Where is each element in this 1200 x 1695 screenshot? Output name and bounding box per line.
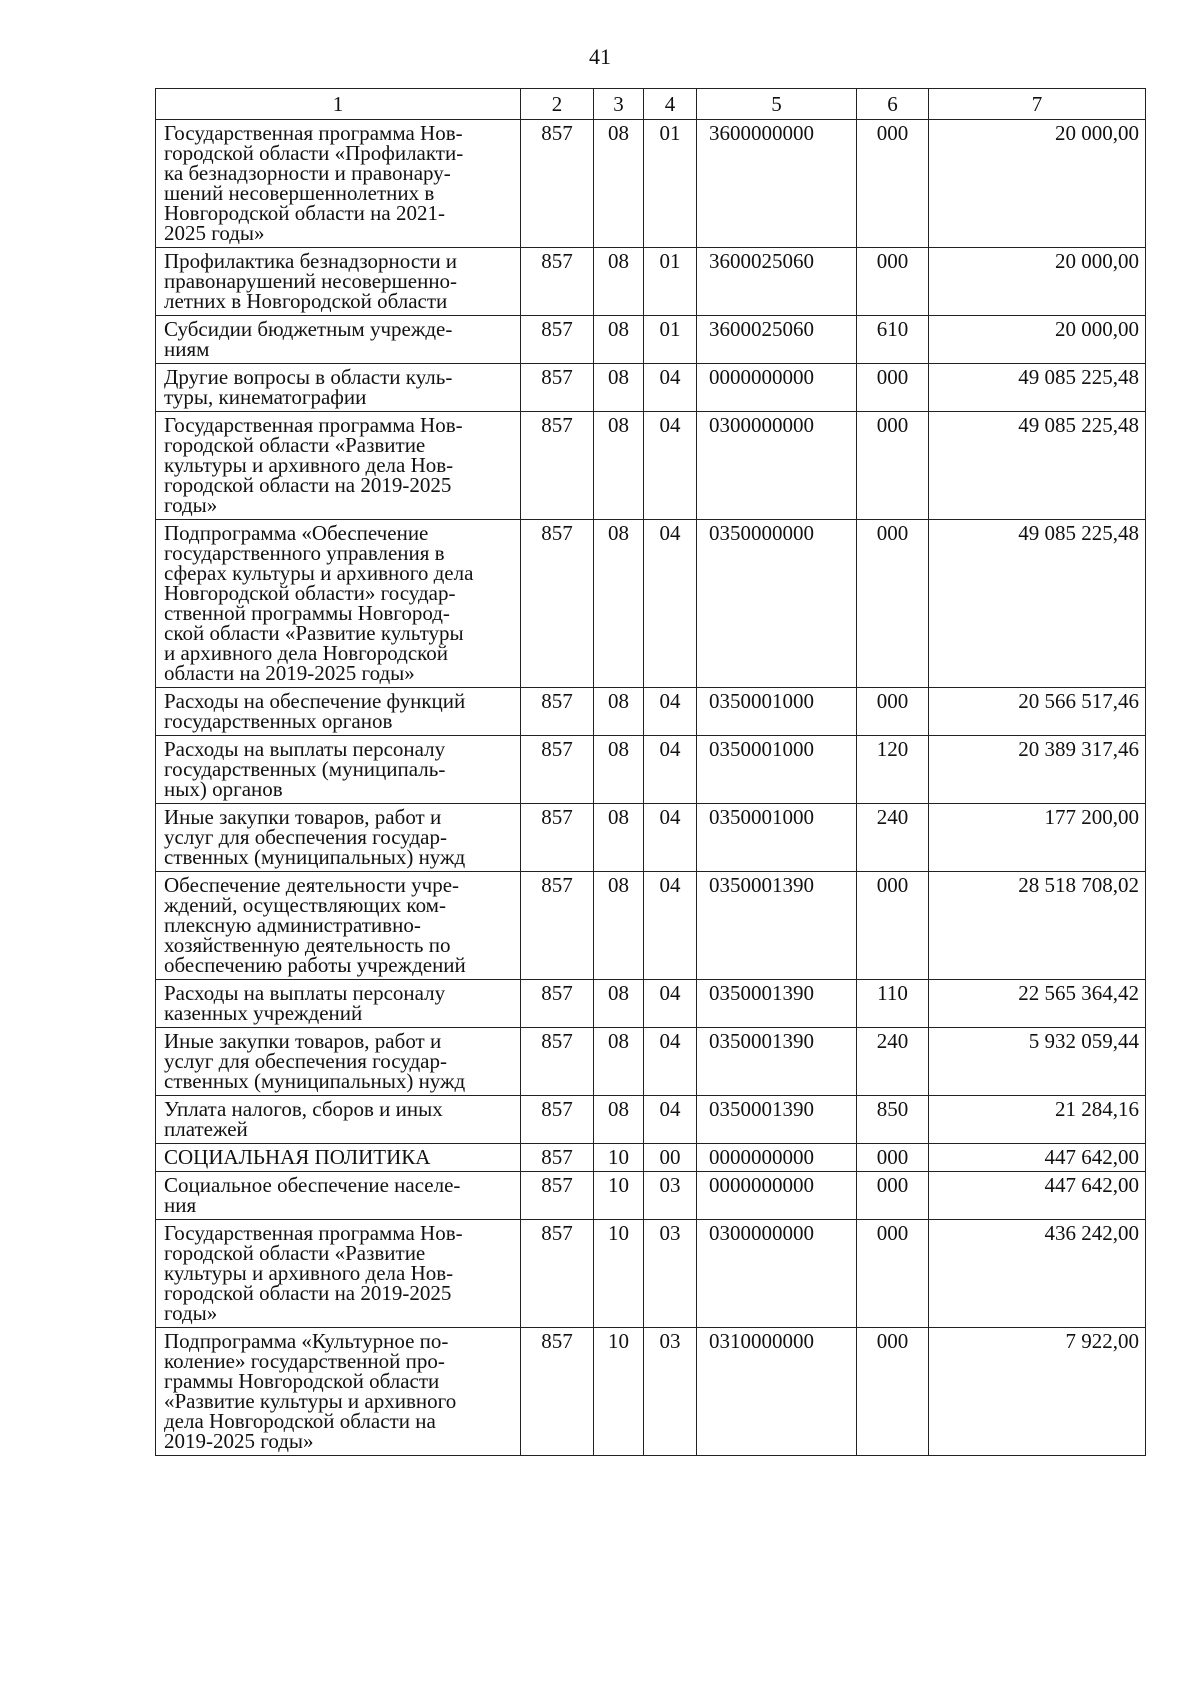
row-subsection-cell: 03: [644, 1172, 697, 1220]
header-cell: 4: [644, 89, 697, 120]
row-grbs-cell: 857: [521, 412, 594, 520]
row-name-cell: Подпрограмма «Культурное по- коление» государственной про- граммы Новгородской области «Развитие культуры и архивного дела Новгородской области на 2019-2025 годы»: [156, 1328, 521, 1456]
table-row: [156, 804, 1146, 872]
row-amount-cell: 20 000,00: [929, 120, 1146, 248]
row-amount-cell: 7 922,00: [929, 1328, 1146, 1456]
row-subsection-cell: 04: [644, 1028, 697, 1096]
row-grbs-cell: 857: [521, 1028, 594, 1096]
row-grbs-cell: 857: [521, 1220, 594, 1328]
row-grbs-cell: 857: [521, 804, 594, 872]
row-expense-type-cell: 000: [857, 1328, 929, 1456]
row-target-article-cell: 0350001000: [697, 804, 857, 872]
row-section-cell: 10: [594, 1328, 644, 1456]
row-subsection-cell: 04: [644, 872, 697, 980]
budget-table: [155, 88, 1146, 1456]
row-target-article-cell: 0350001000: [697, 736, 857, 804]
row-name-cell: Иные закупки товаров, работ и услуг для обеспечения государ- ственных (муниципальных) нужд: [156, 804, 521, 872]
row-grbs-cell: 857: [521, 1328, 594, 1456]
row-section-cell: 08: [594, 872, 644, 980]
row-expense-type-cell: 000: [857, 412, 929, 520]
row-name-cell: Расходы на выплаты персоналу казенных учреждений: [156, 980, 521, 1028]
row-expense-type-cell: 000: [857, 520, 929, 688]
row-expense-type-cell: 000: [857, 1220, 929, 1328]
row-grbs-cell: 857: [521, 1096, 594, 1144]
row-amount-cell: 49 085 225,48: [929, 412, 1146, 520]
row-section-cell: 08: [594, 120, 644, 248]
table-row: [156, 520, 1146, 688]
header-cell: 3: [594, 89, 644, 120]
row-name-cell: Расходы на обеспечение функций государственных органов: [156, 688, 521, 736]
row-target-article-cell: 0350001000: [697, 688, 857, 736]
row-section-cell: 08: [594, 804, 644, 872]
row-expense-type-cell: 240: [857, 1028, 929, 1096]
row-section-cell: 08: [594, 364, 644, 412]
row-subsection-cell: 00: [644, 1144, 697, 1172]
row-grbs-cell: 857: [521, 120, 594, 248]
page-number: 41: [589, 44, 611, 69]
header-cell: 7: [929, 89, 1146, 120]
row-grbs-cell: 857: [521, 872, 594, 980]
row-section-cell: 10: [594, 1220, 644, 1328]
row-subsection-cell: 04: [644, 520, 697, 688]
row-target-article-cell: 0350001390: [697, 1096, 857, 1144]
row-amount-cell: 447 642,00: [929, 1172, 1146, 1220]
row-grbs-cell: 857: [521, 520, 594, 688]
table-row: [156, 1328, 1146, 1456]
table-row: [156, 316, 1146, 364]
row-section-cell: 08: [594, 316, 644, 364]
row-amount-cell: 20 389 317,46: [929, 736, 1146, 804]
row-grbs-cell: 857: [521, 316, 594, 364]
row-expense-type-cell: 850: [857, 1096, 929, 1144]
row-grbs-cell: 857: [521, 736, 594, 804]
table-row: [156, 1096, 1146, 1144]
row-subsection-cell: 04: [644, 364, 697, 412]
table-row: [156, 736, 1146, 804]
table-row: [156, 1172, 1146, 1220]
row-section-cell: 08: [594, 1028, 644, 1096]
table-row: [156, 1144, 1146, 1172]
row-target-article-cell: 0300000000: [697, 1220, 857, 1328]
row-subsection-cell: 03: [644, 1328, 697, 1456]
row-section-cell: 08: [594, 688, 644, 736]
row-name-cell: Государственная программа Нов- городской области «Развитие культуры и архивного дела Нов- городской области на 2019-2025 годы»: [156, 412, 521, 520]
row-section-cell: 08: [594, 412, 644, 520]
table-row: [156, 364, 1146, 412]
row-target-article-cell: 0000000000: [697, 364, 857, 412]
row-expense-type-cell: 110: [857, 980, 929, 1028]
row-amount-cell: 20 000,00: [929, 248, 1146, 316]
row-subsection-cell: 01: [644, 120, 697, 248]
row-target-article-cell: 0310000000: [697, 1328, 857, 1456]
row-expense-type-cell: 240: [857, 804, 929, 872]
table-row: [156, 872, 1146, 980]
row-name-cell: Государственная программа Нов- городской области «Развитие культуры и архивного дела Нов- городской области на 2019-2025 годы»: [156, 1220, 521, 1328]
row-expense-type-cell: 000: [857, 248, 929, 316]
row-target-article-cell: 3600025060: [697, 316, 857, 364]
row-grbs-cell: 857: [521, 688, 594, 736]
row-target-article-cell: 0350000000: [697, 520, 857, 688]
row-amount-cell: 177 200,00: [929, 804, 1146, 872]
row-section-cell: 08: [594, 1096, 644, 1144]
row-name-cell: Социальное обеспечение населе- ния: [156, 1172, 521, 1220]
row-subsection-cell: 04: [644, 412, 697, 520]
row-section-cell: 08: [594, 980, 644, 1028]
row-expense-type-cell: 000: [857, 688, 929, 736]
row-target-article-cell: 3600000000: [697, 120, 857, 248]
row-subsection-cell: 04: [644, 980, 697, 1028]
row-name-cell: Обеспечение деятельности учре- ждений, осуществляющих ком- плексную административно- хозяйственную деятельность по обеспечению работы учреждений: [156, 872, 521, 980]
row-target-article-cell: 0000000000: [697, 1172, 857, 1220]
row-target-article-cell: 0350001390: [697, 872, 857, 980]
row-amount-cell: 20 566 517,46: [929, 688, 1146, 736]
row-target-article-cell: 3600025060: [697, 248, 857, 316]
row-grbs-cell: 857: [521, 1172, 594, 1220]
row-name-cell: Другие вопросы в области куль- туры, кинематографии: [156, 364, 521, 412]
row-amount-cell: 28 518 708,02: [929, 872, 1146, 980]
row-expense-type-cell: 000: [857, 1144, 929, 1172]
row-target-article-cell: 0350001390: [697, 980, 857, 1028]
row-expense-type-cell: 120: [857, 736, 929, 804]
row-name-cell: СОЦИАЛЬНАЯ ПОЛИТИКА: [156, 1144, 521, 1172]
row-name-cell: Государственная программа Нов- городской области «Профилакти- ка безнадзорности и правонару- шений несовершеннолетних в Новгородской области на 2021- 2025 годы»: [156, 120, 521, 248]
table-row: [156, 980, 1146, 1028]
row-amount-cell: 447 642,00: [929, 1144, 1146, 1172]
row-amount-cell: 5 932 059,44: [929, 1028, 1146, 1096]
table-row: [156, 688, 1146, 736]
row-section-cell: 10: [594, 1144, 644, 1172]
row-expense-type-cell: 000: [857, 1172, 929, 1220]
row-subsection-cell: 04: [644, 1096, 697, 1144]
row-amount-cell: 22 565 364,42: [929, 980, 1146, 1028]
row-name-cell: Уплата налогов, сборов и иных платежей: [156, 1096, 521, 1144]
table-row: [156, 1028, 1146, 1096]
row-grbs-cell: 857: [521, 364, 594, 412]
row-section-cell: 10: [594, 1172, 644, 1220]
row-section-cell: 08: [594, 736, 644, 804]
row-subsection-cell: 01: [644, 316, 697, 364]
row-expense-type-cell: 000: [857, 872, 929, 980]
row-name-cell: Субсидии бюджетным учрежде- ниям: [156, 316, 521, 364]
row-subsection-cell: 04: [644, 688, 697, 736]
row-grbs-cell: 857: [521, 1144, 594, 1172]
row-target-article-cell: 0000000000: [697, 1144, 857, 1172]
row-amount-cell: 21 284,16: [929, 1096, 1146, 1144]
row-subsection-cell: 04: [644, 736, 697, 804]
header-cell: 6: [857, 89, 929, 120]
table-body: [156, 120, 1146, 1456]
row-target-article-cell: 0350001390: [697, 1028, 857, 1096]
table-row: [156, 1220, 1146, 1328]
row-name-cell: Подпрограмма «Обеспечение государственного управления в сферах культуры и архивного дела Новгородской области» государ- ственной программы Новгород- ской области «Развитие культуры и архивного дела Новгородской области на 2019-2025 годы»: [156, 520, 521, 688]
row-subsection-cell: 03: [644, 1220, 697, 1328]
row-section-cell: 08: [594, 520, 644, 688]
row-subsection-cell: 01: [644, 248, 697, 316]
header-cell: 1: [156, 89, 521, 120]
row-target-article-cell: 0300000000: [697, 412, 857, 520]
row-name-cell: Иные закупки товаров, работ и услуг для обеспечения государ- ственных (муниципальных) нужд: [156, 1028, 521, 1096]
row-grbs-cell: 857: [521, 980, 594, 1028]
row-amount-cell: 20 000,00: [929, 316, 1146, 364]
header-cell: 2: [521, 89, 594, 120]
row-amount-cell: 436 242,00: [929, 1220, 1146, 1328]
row-name-cell: Расходы на выплаты персоналу государственных (муниципаль- ных) органов: [156, 736, 521, 804]
table-row: [156, 412, 1146, 520]
header-row: [156, 89, 1146, 120]
row-subsection-cell: 04: [644, 804, 697, 872]
row-name-cell: Профилактика безнадзорности и правонарушений несовершенно- летних в Новгородской области: [156, 248, 521, 316]
row-amount-cell: 49 085 225,48: [929, 364, 1146, 412]
row-expense-type-cell: 000: [857, 120, 929, 248]
table-row: [156, 120, 1146, 248]
row-amount-cell: 49 085 225,48: [929, 520, 1146, 688]
row-grbs-cell: 857: [521, 248, 594, 316]
row-expense-type-cell: 000: [857, 364, 929, 412]
row-section-cell: 08: [594, 248, 644, 316]
header-cell: 5: [697, 89, 857, 120]
table-row: [156, 248, 1146, 316]
row-expense-type-cell: 610: [857, 316, 929, 364]
